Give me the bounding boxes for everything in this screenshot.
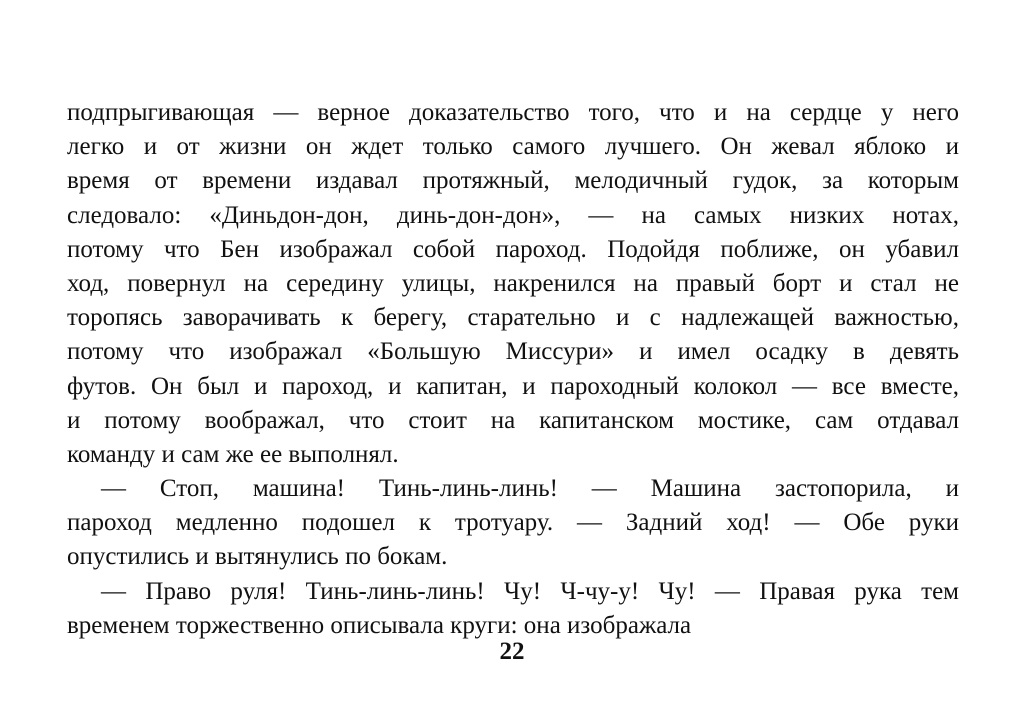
text-line: ход, повернул на середину улицы, накренился на правый борт и стал не — [67, 269, 959, 297]
text-line: торопясь заворачивать к берегу, старательно и с надлежащей важностью, — [67, 304, 959, 332]
text-line: опустились и вытянулись по бокам. — [67, 543, 448, 571]
text-line: следовало: «Диньдон-дон, динь-дон-дон», — на самых низких нотах, — [67, 201, 959, 229]
text-line: и потому воображал, что стоит на капитанском мостике, сам отдавал — [67, 406, 959, 434]
dialogue-line: — Стоп, машина! Тинь-линь-линь! — Машина застопорила, и — [101, 475, 959, 503]
text-line: пароход медленно подошел к тротуару. — Задний ход! — Обе руки — [67, 509, 959, 537]
text-line: подпрыгивающая — верное доказательство того, что и на сердце у него — [67, 99, 959, 126]
text-line: футов. Он был и пароход, и капитан, и пароходный колокол — все вместе, — [67, 372, 959, 400]
text-line: команду и сам же ее выполнял. — [67, 440, 399, 468]
page-number: 22 — [499, 638, 525, 665]
body-text — [67, 96, 959, 643]
dialogue-line: — Право руля! Тинь-линь-линь! Чу! Ч-чу-у! Чу! — Правая рука тем — [101, 577, 959, 605]
text-line: потому что изображал «Большую Миссури» и имел осадку в девять — [67, 338, 959, 366]
text-line: потому что Бен изображал собой пароход. Подойдя поближе, он убавил — [67, 235, 959, 263]
text-line: легко и от жизни он ждет только самого лучшего. Он жевал яблоко и — [67, 133, 959, 161]
text-line: временем торжественно описывала круги: она изображала — [67, 611, 692, 639]
text-line: время от времени издавал протяжный, мелодичный гудок, за которым — [67, 167, 959, 195]
